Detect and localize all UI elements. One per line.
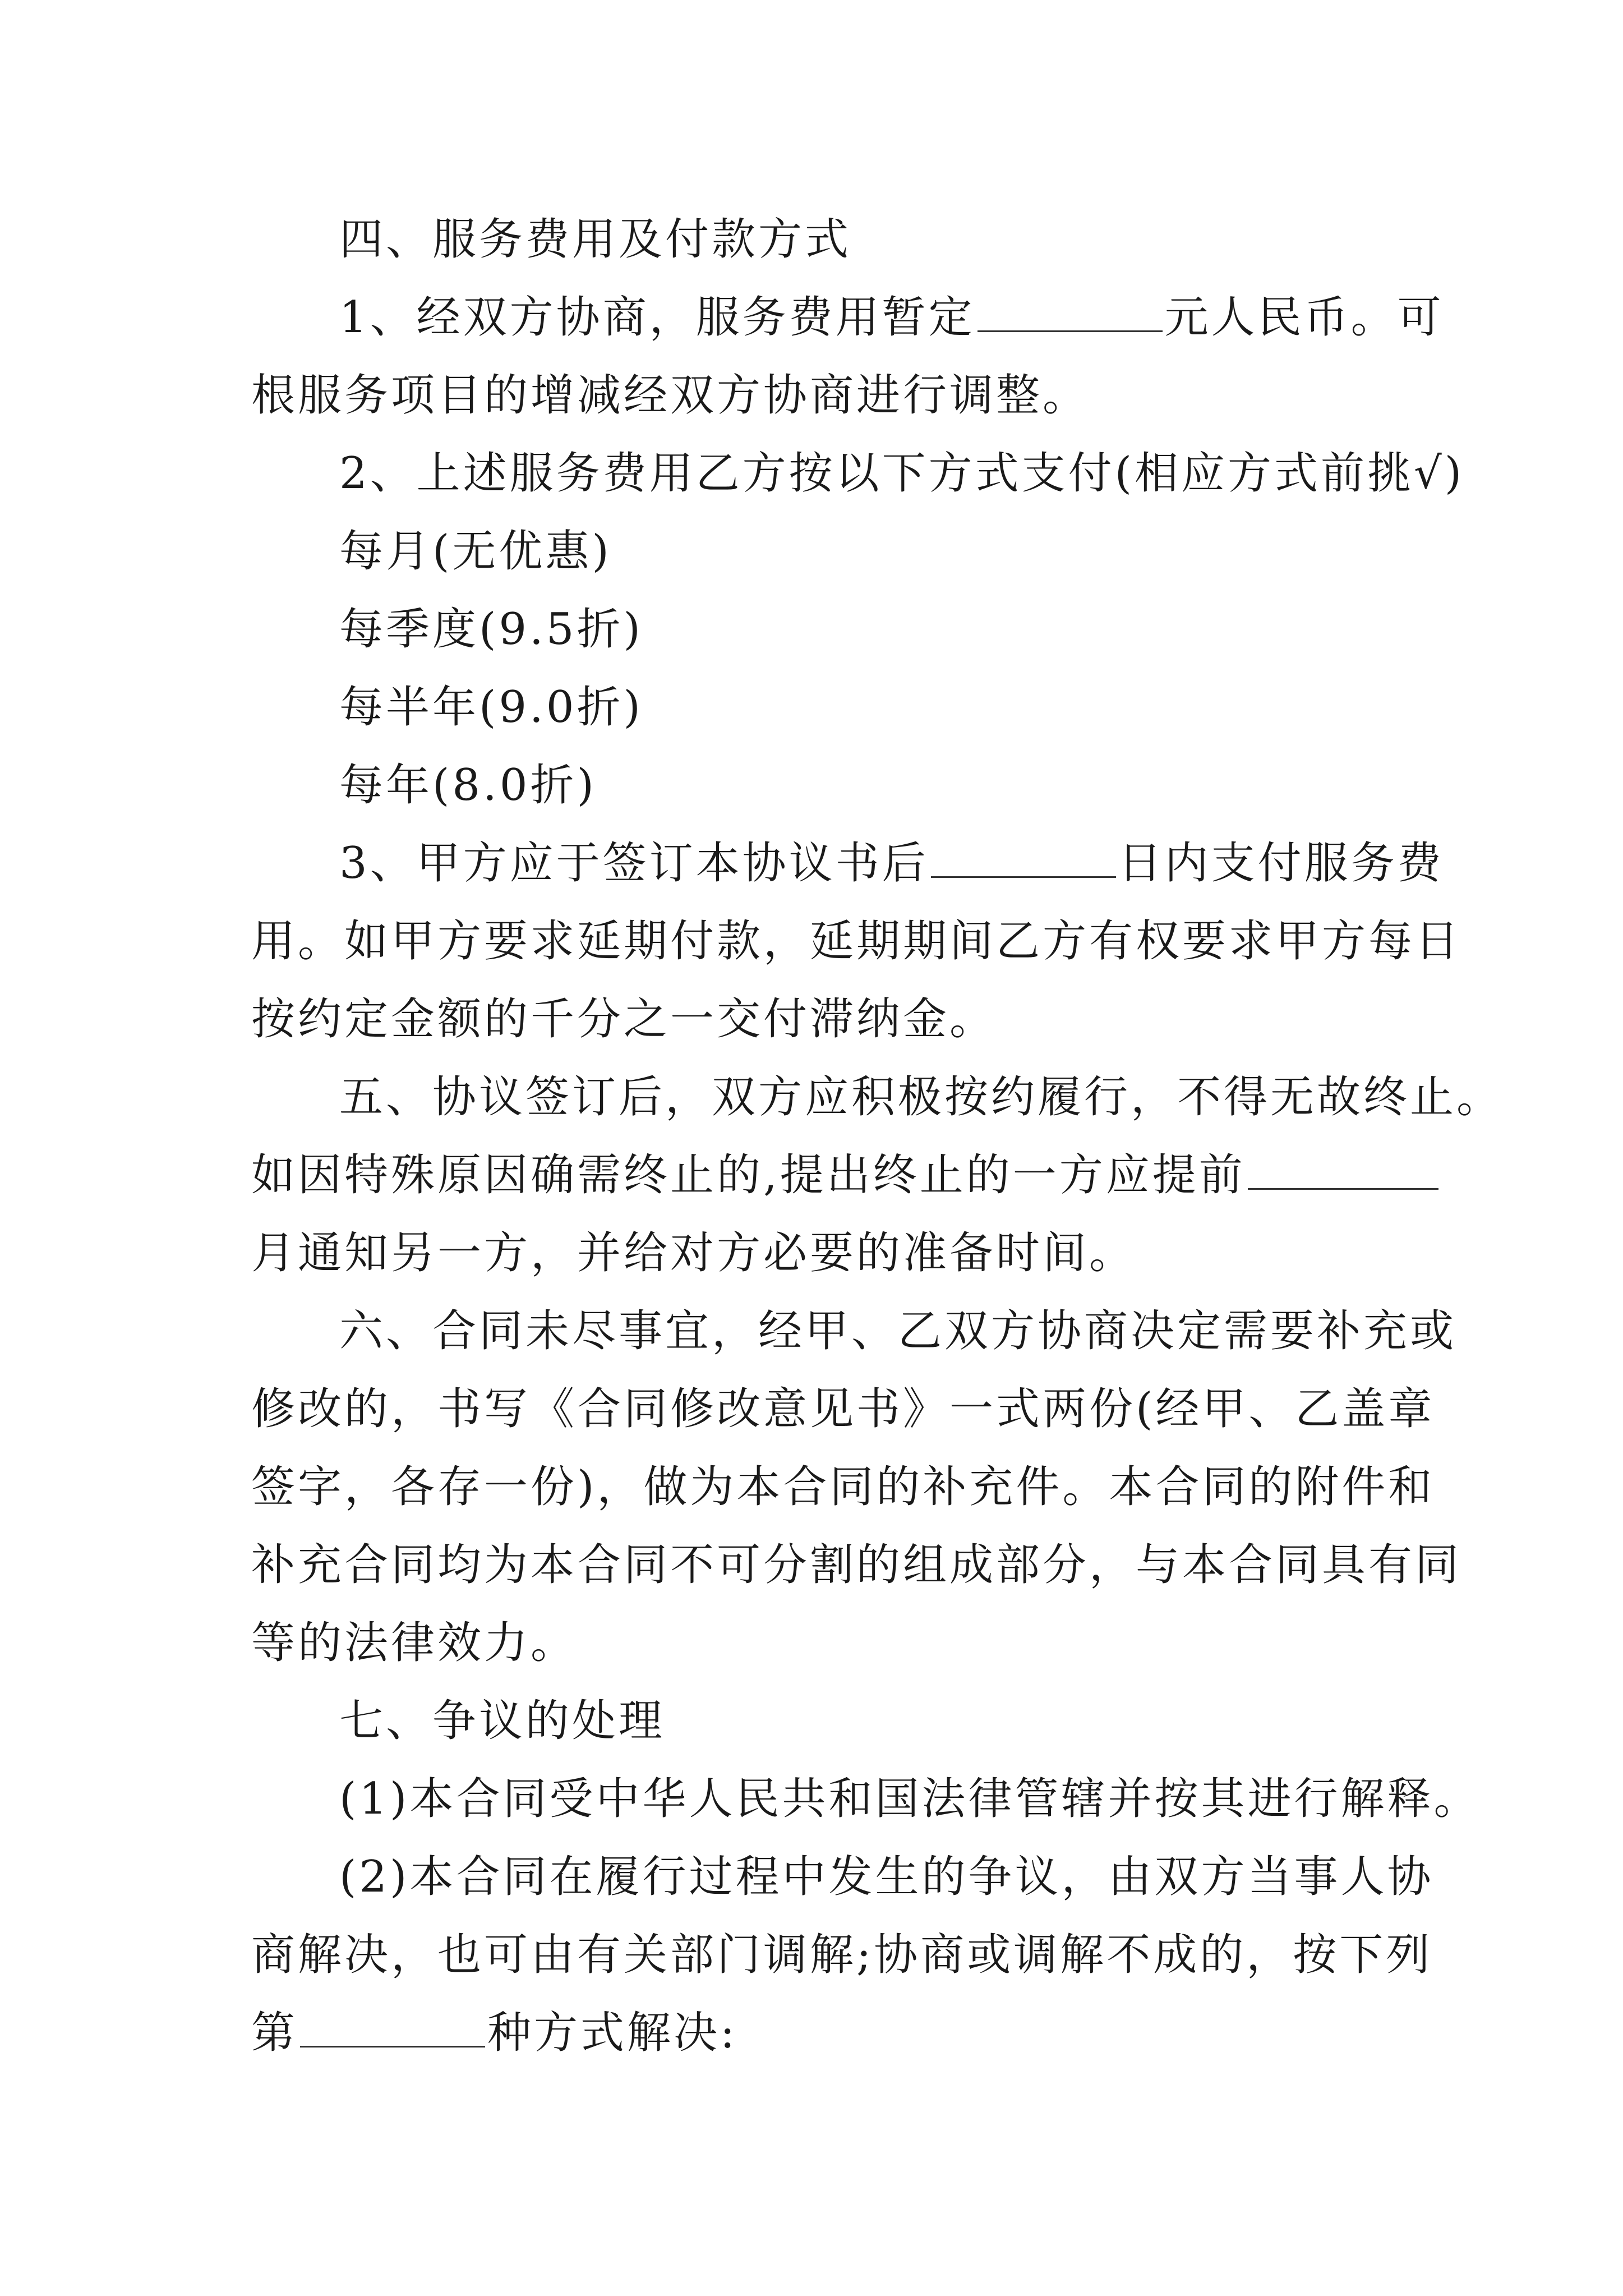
section6-line4: 补充合同均为本合同不可分割的组成部分，与本合同具有同 <box>251 1540 1462 1590</box>
section4-heading: 四、服务费用及付款方式 <box>339 214 852 265</box>
section4-item3-line1: 3、甲方应于签订本协议书后 日内支付服务费 <box>339 838 1444 889</box>
section4-item3-line3: 按约定金额的千分之一交付滞纳金。 <box>251 994 997 1045</box>
dispute-method-blank[interactable] <box>300 2007 485 2047</box>
section6-line3: 签字，各存一份)，做为本合同的补充件。本合同的附件和 <box>251 1462 1435 1512</box>
section6-line5: 等的法律效力。 <box>251 1618 578 1668</box>
section6-line1: 六、合同未尽事宜，经甲、乙双方协商决定需要补充或 <box>339 1306 1457 1356</box>
payment-days-blank[interactable] <box>931 837 1116 878</box>
section6-line2: 修改的，书写《合同修改意见书》一式两份(经甲、乙盖章 <box>251 1384 1435 1434</box>
section7-heading: 七、争议的处理 <box>339 1696 666 1746</box>
fee-amount-blank[interactable] <box>978 291 1163 332</box>
section4-item1-line2: 根服务项目的增减经双方协商进行调整。 <box>251 370 1090 421</box>
section5-line3: 月通知另一方，并给对方必要的准备时间。 <box>251 1228 1136 1278</box>
payment-option-monthly[interactable]: 每月(无优惠) <box>339 526 612 577</box>
section7-item2-line2: 商解决，也可由有关部门调解;协商或调解不成的，按下列 <box>251 1930 1433 1980</box>
section7-item2-line1: (2)本合同在履行过程中发生的争议，由双方当事人协 <box>339 1852 1434 1902</box>
section5-line2: 如因特殊原因确需终止的,提出终止的一方应提前 <box>0 1142 1623 1209</box>
payment-option-half-year[interactable]: 每半年(9.0折) <box>339 682 643 733</box>
section7-item1: (1)本合同受中华人民共和国法律管辖并按其进行解释。 <box>339 1774 1481 1824</box>
notice-months-blank[interactable] <box>1248 1149 1438 1190</box>
section4-item1-line1: 1、经双方协商，服务费用暂定 元人民币。可 <box>339 292 1444 343</box>
section7-item2-line3: 第 种方式解决: <box>251 2008 738 2058</box>
section5-line1: 五、协议签订后，双方应积极按约履行，不得无故终止。 <box>339 1072 1504 1122</box>
payment-option-quarterly[interactable]: 每季度(9.5折) <box>339 604 643 655</box>
section4-item2: 2、上述服务费用乙方按以下方式支付(相应方式前挑√) <box>339 448 1465 499</box>
payment-option-yearly[interactable]: 每年(8.0折) <box>339 760 597 811</box>
section4-item3-line2: 用。如甲方要求延期付款，延期期间乙方有权要求甲方每日 <box>251 916 1462 967</box>
